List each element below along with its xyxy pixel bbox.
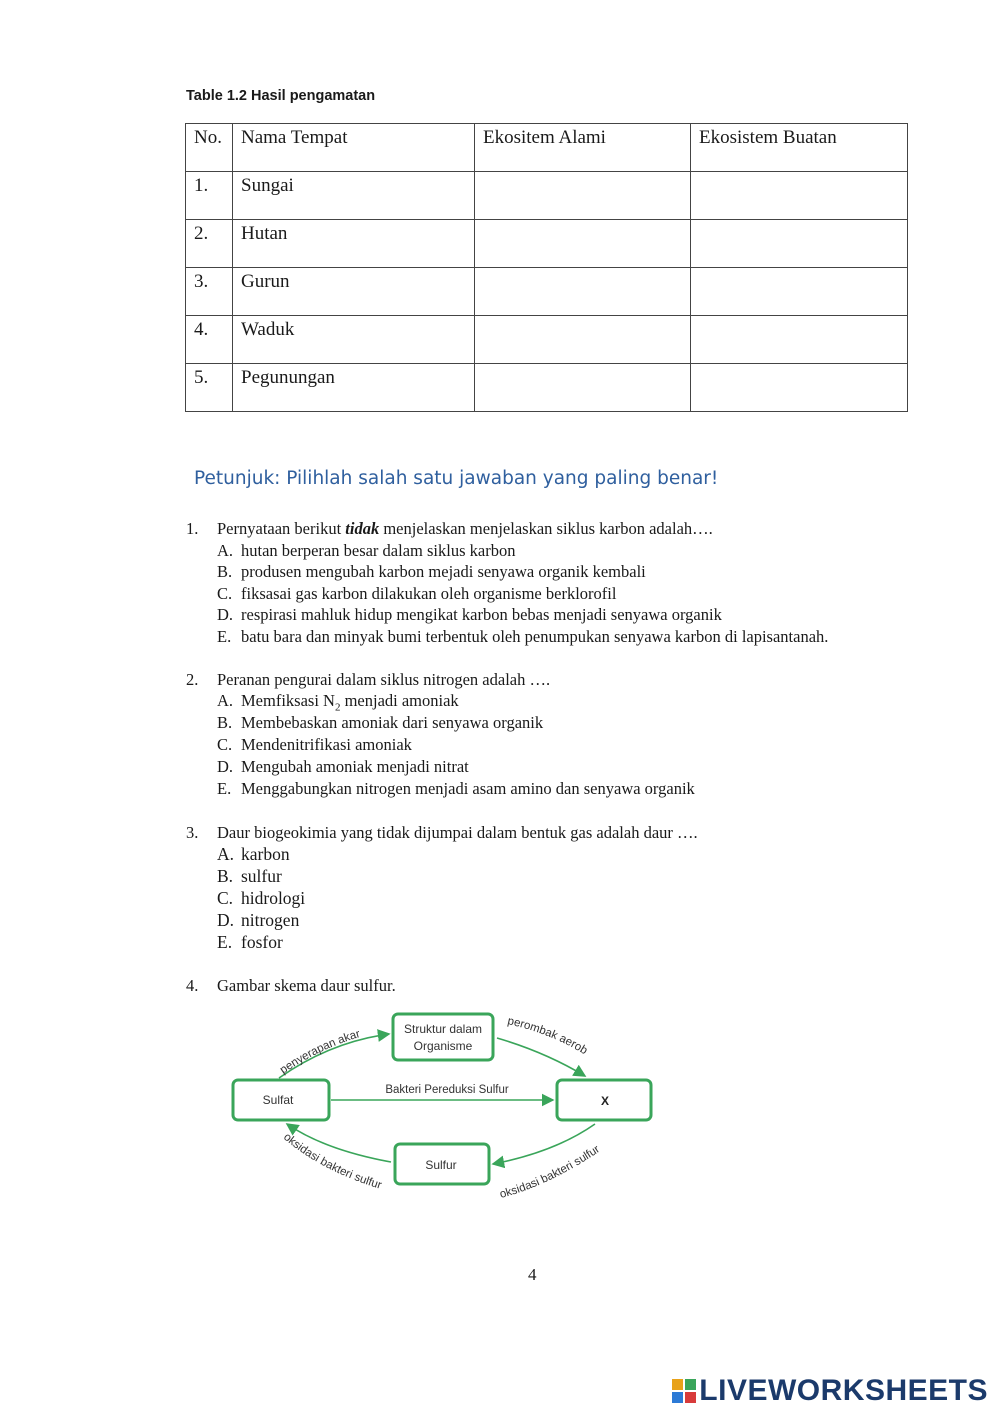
subscript: 2	[334, 701, 341, 714]
cell-place: Waduk	[233, 316, 475, 364]
option-text	[241, 691, 459, 714]
cell-artificial[interactable]	[691, 268, 908, 316]
option-letter: B.	[217, 713, 233, 732]
cell-place: Hutan	[233, 220, 475, 268]
option-text: produsen mengubah karbon mejadi senyawa organik kembali	[241, 562, 646, 582]
cell-artificial[interactable]	[691, 172, 908, 220]
table-row	[186, 220, 908, 268]
node-label-line1: Struktur dalam	[403, 1022, 483, 1036]
option-a[interactable]	[217, 540, 515, 562]
option-e[interactable]	[217, 932, 283, 954]
table-row	[186, 364, 908, 412]
question-stem	[217, 518, 713, 540]
option-letter: A.	[217, 844, 235, 864]
option-text-part: menjadi amoniak	[340, 691, 459, 710]
liveworksheets-logo	[672, 1374, 988, 1408]
option-d[interactable]	[217, 756, 469, 778]
label-reducing-bacteria: Bakteri Pereduksi Sulfur	[385, 1084, 509, 1096]
option-letter: C.	[217, 735, 233, 754]
option-a[interactable]	[217, 844, 290, 866]
option-text: batu bara dan minyak bumi terbentuk oleh penumpukan senyawa karbon di lapisantanah.	[241, 627, 829, 646]
cell-natural[interactable]	[475, 220, 691, 268]
node-sulfur	[395, 1144, 489, 1184]
label-oxidation-right: oksidasi bakteri sulfur	[498, 1143, 603, 1201]
option-letter: D.	[217, 910, 235, 930]
node-label: Sulfur	[425, 1158, 457, 1172]
option-letter: E.	[217, 627, 232, 646]
question-number: 3.	[186, 823, 199, 842]
option-b[interactable]	[217, 561, 646, 583]
option-c[interactable]	[217, 888, 305, 910]
header-place-name: Nama Tempat	[233, 124, 475, 172]
stem-text: Pernyataan berikut	[217, 519, 346, 538]
label-decomposer: perombak aerob	[506, 1015, 590, 1058]
option-text: Mengubah amoniak menjadi nitrat	[241, 757, 469, 776]
option-b[interactable]	[217, 866, 282, 888]
observation-table	[185, 123, 908, 412]
option-c[interactable]	[217, 734, 412, 756]
cell-no: 1.	[186, 172, 233, 220]
cell-artificial[interactable]	[691, 316, 908, 364]
option-e[interactable]	[217, 778, 695, 800]
cell-no: 2.	[186, 220, 233, 268]
option-letter: B.	[217, 866, 234, 886]
table-header-row	[186, 124, 908, 172]
cell-natural[interactable]	[475, 316, 691, 364]
option-letter: B.	[217, 562, 233, 582]
option-text: fiksasai gas karbon dilakukan oleh organisme berklorofil	[241, 583, 617, 603]
stem-text: menjelaskan menjelaskan siklus karbon adalah….	[379, 519, 713, 538]
header-no: No.	[186, 124, 233, 172]
option-text: respirasi mahluk hidup mengikat karbon bebas menjadi senyawa organik	[241, 605, 722, 625]
option-text: karbon	[241, 844, 290, 864]
page-number: 4	[528, 1265, 537, 1284]
option-d[interactable]	[217, 910, 299, 932]
option-e[interactable]	[217, 626, 828, 648]
option-b[interactable]	[217, 712, 543, 734]
label-oxidation-left: oksidasi bakteri sulfur	[281, 1131, 383, 1192]
option-letter: A.	[217, 540, 234, 560]
liveworksheets-icon	[672, 1379, 696, 1403]
question-number: 1.	[186, 519, 199, 538]
table-row	[186, 316, 908, 364]
option-letter: E.	[217, 779, 232, 798]
node-label: X	[600, 1094, 610, 1108]
sulfur-cycle-diagram	[225, 1012, 665, 1202]
option-c[interactable]	[217, 583, 616, 605]
option-text: nitrogen	[241, 910, 300, 930]
cell-place: Pegunungan	[233, 364, 475, 412]
node-organism-structure	[393, 1014, 493, 1060]
table-caption: Table 1.2 Hasil pengamatan	[186, 88, 376, 104]
brand-name: LIVEWORKSHEETS	[699, 1374, 988, 1407]
table-row	[186, 268, 908, 316]
cell-artificial[interactable]	[691, 364, 908, 412]
option-d[interactable]	[217, 604, 722, 626]
cell-place: Sungai	[233, 172, 475, 220]
cell-natural[interactable]	[475, 172, 691, 220]
cell-no: 5.	[186, 364, 233, 412]
option-letter: C.	[217, 888, 234, 908]
cell-natural[interactable]	[475, 364, 691, 412]
option-letter: E.	[217, 932, 233, 952]
node-label: Sulfat	[262, 1093, 294, 1107]
stem-emphasis: tidak	[345, 519, 380, 538]
label-uptake: penyerapan akar	[277, 1028, 362, 1077]
cell-no: 4.	[186, 316, 233, 364]
question-number: 2.	[186, 670, 199, 689]
option-text: sulfur	[241, 866, 282, 886]
option-text: Mendenitrifikasi amoniak	[241, 735, 412, 754]
header-artificial-ecosystem: Ekosistem Buatan	[691, 124, 908, 172]
option-letter: D.	[217, 605, 234, 625]
cell-no: 3.	[186, 268, 233, 316]
option-text: Membebaskan amoniak dari senyawa organik	[241, 713, 544, 732]
cell-place: Gurun	[233, 268, 475, 316]
option-letter: C.	[217, 583, 233, 603]
question-number: 4.	[186, 976, 199, 995]
option-letter: D.	[217, 757, 234, 776]
header-natural-ecosystem: Ekositem Alami	[475, 124, 691, 172]
option-text: Menggabungkan nitrogen menjadi asam amino dan senyawa organik	[241, 779, 695, 798]
option-text-part: Memfiksasi N	[241, 691, 335, 710]
option-text: hutan berperan besar dalam siklus karbon	[241, 540, 516, 560]
node-label-line2: Organisme	[413, 1039, 473, 1053]
question-stem: Peranan pengurai dalam siklus nitrogen adalah ….	[217, 670, 551, 689]
question-stem: Gambar skema daur sulfur.	[217, 976, 396, 995]
option-text: hidrologi	[241, 888, 306, 908]
instruction-heading: Petunjuk: Pilihlah salah satu jawaban yang paling benar!	[194, 468, 719, 489]
option-letter: A.	[217, 691, 234, 710]
node-x	[557, 1080, 651, 1120]
question-stem: Daur biogeokimia yang tidak dijumpai dalam bentuk gas adalah daur ….	[217, 823, 698, 842]
table-row	[186, 172, 908, 220]
option-text: fosfor	[241, 932, 283, 952]
cell-artificial[interactable]	[691, 220, 908, 268]
cell-natural[interactable]	[475, 268, 691, 316]
node-sulfate	[233, 1080, 329, 1120]
